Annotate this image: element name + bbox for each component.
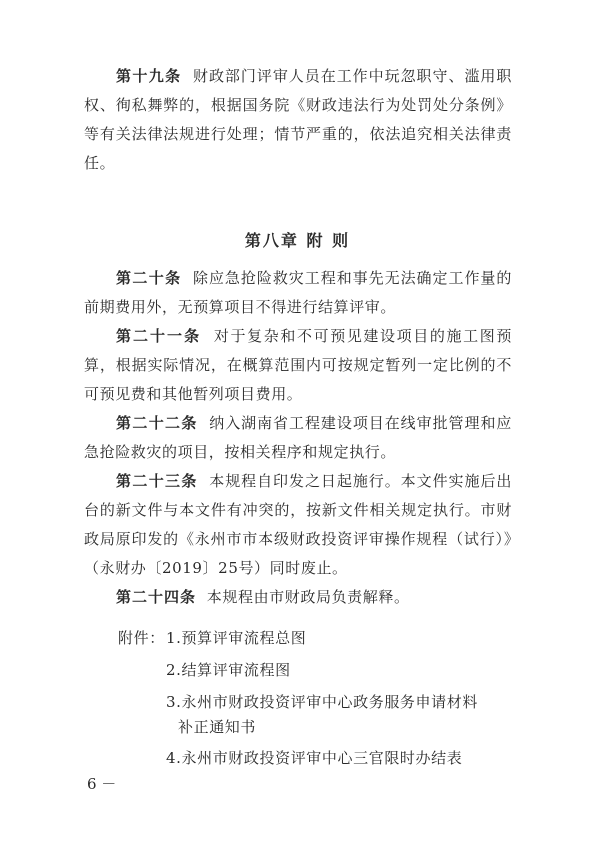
article-20-heading: 第二十条 bbox=[116, 269, 182, 287]
page-number: 6 － bbox=[87, 775, 117, 793]
article-24-heading: 第二十四条 bbox=[116, 588, 197, 606]
article-19 bbox=[84, 62, 512, 178]
article-23-heading: 第二十三条 bbox=[116, 472, 198, 490]
article-21-text: 对于复杂和不可预见建设项目的施工图预算，根据实际情况，在概算范围内可按规定暂列一定比例的不可预见费和其他暂列项目费用。 bbox=[84, 327, 512, 403]
article-22-text: 纳入湖南省工程建设项目在线审批管理和应急抢险救灾的项目，按相关程序和规定执行。 bbox=[84, 414, 512, 461]
article-20 bbox=[84, 264, 512, 322]
article-21 bbox=[84, 322, 512, 409]
attachments-label: 附件： bbox=[118, 629, 165, 647]
chapter-heading: 第八章 附 则 bbox=[244, 231, 351, 250]
attachment-item-1: 1.预算评审流程总图 bbox=[166, 629, 307, 647]
article-20-text: 除应急抢险救灾工程和事先无法确定工作量的前期费用外，无预算项目不得进行结算评审。 bbox=[84, 269, 512, 316]
article-19-heading: 第十九条 bbox=[116, 67, 182, 85]
attachment-item-2: 2.结算评审流程图 bbox=[166, 661, 291, 679]
article-23-text: 本规程自印发之日起施行。本文件实施后出台的新文件与本文件有冲突的，按新文件相关规定执行。市财政局原印发的《永州市市本级财政投资评审操作规程（试行）》（永财办〔2019〕25号）同时废止。 bbox=[84, 472, 512, 577]
attachment-item-3-continued: 补正通知书 bbox=[178, 718, 257, 736]
article-24-text: 本规程由市财政局负责解释。 bbox=[206, 588, 410, 606]
attachment-item-3: 3.永州市财政投资评审中心政务服务申请材料 bbox=[166, 693, 478, 711]
article-19-text: 财政部门评审人员在工作中玩忽职守、滥用职权、徇私舞弊的，根据国务院《财政违法行为处罚处分条例》等有关法律法规进行处理；情节严重的，依法追究相关法律责任。 bbox=[84, 67, 512, 172]
article-23 bbox=[84, 467, 512, 583]
article-22-heading: 第二十二条 bbox=[116, 414, 198, 432]
article-24 bbox=[84, 583, 512, 612]
article-22 bbox=[84, 409, 512, 467]
attachment-item-4: 4.永州市财政投资评审中心三官限时办结表 bbox=[166, 749, 463, 767]
article-21-heading: 第二十一条 bbox=[116, 327, 202, 345]
